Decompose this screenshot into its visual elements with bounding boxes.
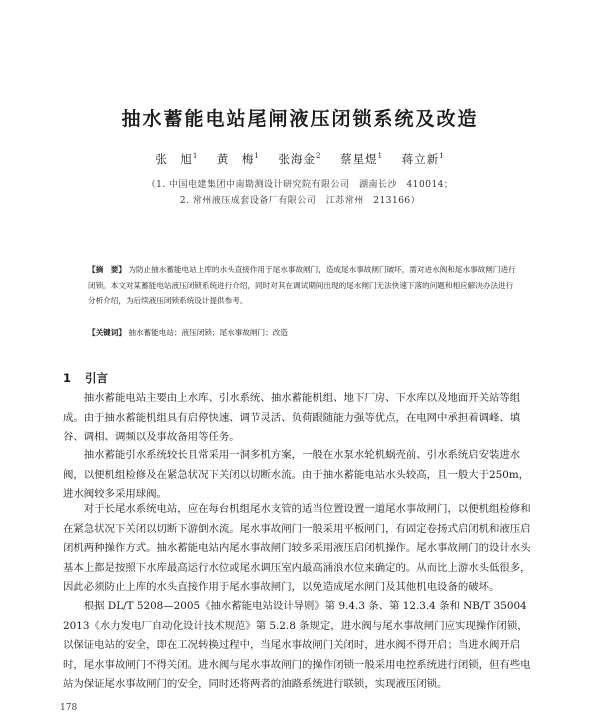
author-5: 蒋立新$^1$ [401, 152, 445, 166]
keywords [88, 325, 518, 340]
body-paragraph: 抽水蓄能引水系统较长且常采用一洞多机方案，一般在水泵水轮机蜗壳前、引水系统启安装进水阀，以便机组检修及在紧急状况下关闭以切断水流。由于抽水蓄能电站水头较高，且一般大于250m，进水阀较多采用球阀。 [63, 449, 530, 501]
keywords-label: 【关键词】 [88, 328, 126, 337]
author-list [0, 151, 600, 167]
section-title: 引言 [85, 371, 109, 385]
affiliation-1: （1. 中国电建集团中南勘测设计研究院有限公司 湖南长沙 410014； [146, 180, 454, 190]
author-2: 黄 梅$^1$ [216, 152, 260, 166]
abstract-label: 【摘 要】 [88, 265, 126, 274]
author-3: 张海金$^2$ [278, 152, 322, 166]
author-1: 张 旭$^1$ [155, 152, 199, 166]
paper-title: 抽水蓄能电站尾闸液压闭锁系统及改造 [121, 108, 479, 130]
body-paragraph: 根据 DL/T 5208—2005《抽水蓄能电站设计导则》第 9.4.3 条、第 12.3.4 条和 NB/T 35004 2013《水力发电厂自动化设计技术规范》第 5.2.8 条规定，进水阀与尾水事故闸门应实现操作闭锁，以保证电站的安全，即在工况转换过程中，当尾水事故闸门关闭时，进水阀不得开启；当进水阀开启时，尾水事故闸门不得关闭。进水阀与尾水事故闸门的操作闭锁一般采用电控系统进行闭锁，但有些电站为保证尾水事故闸门的安全，同时还将两者的油路系统进行联锁，实现液压闭锁。 [63, 600, 538, 691]
abstract-text: 为防止抽水蓄能电站上库的水头直接作用于尾水事故闸门，造成尾水事故闸门破坏，需对进水阀和尾水事故闸门进行闭锁。本文对某蓄能电站液压闭锁系统进行介绍，同时对其在调试期间出现的尾水闸门无法快速下落的问题和相应解决办法进行分析介绍，为后续液压闭锁系统设计提供参考。 [88, 265, 516, 306]
section-heading [63, 370, 108, 386]
section-number: 1 [63, 371, 72, 385]
keywords-text: 抽水蓄能电站；液压闭锁；尾水事故闸门；改造 [128, 328, 288, 337]
page-number: 178 [60, 703, 78, 713]
affiliation-2: 2. 常州液压成套设备厂有限公司 江苏常州 213166） [179, 196, 421, 206]
body-paragraph: 对于长尾水系统电站，应在每台机组尾水支管的适当位置设置一道尾水事故闸门，以便机组检修和在紧急状况下关闭以切断下游倒水流。尾水事故闸门一般采用平板闸门，有固定卷扬式启闭机和液压启闭机两种操作方式。抽水蓄能电站内尾水事故闸门较多采用液压启闭机操作。尾水事故闸门的设计水头基本上都是按照下水库最高运行水位或尾水调压室内最高涌浪水位来确定的。从而比上游水头低很多，因此必须防止上库的水头直接作用于尾水事故闸门，以免造成尾水闸门及其他机电设备的破坏。 [63, 503, 531, 594]
body-paragraph: 抽水蓄能电站主要由上水库、引水系统、抽水蓄能机组、地下厂房、下水库以及地面开关站等组成。由于抽水蓄能机组具有启停快速、调节灵活、负荷跟随能力强等优点，在电网中承担着调峰、填谷、调相、调频以及事故备用等任务。 [63, 392, 521, 444]
author-4: 蔡星煜$^1$ [340, 152, 384, 166]
abstract [88, 262, 518, 309]
